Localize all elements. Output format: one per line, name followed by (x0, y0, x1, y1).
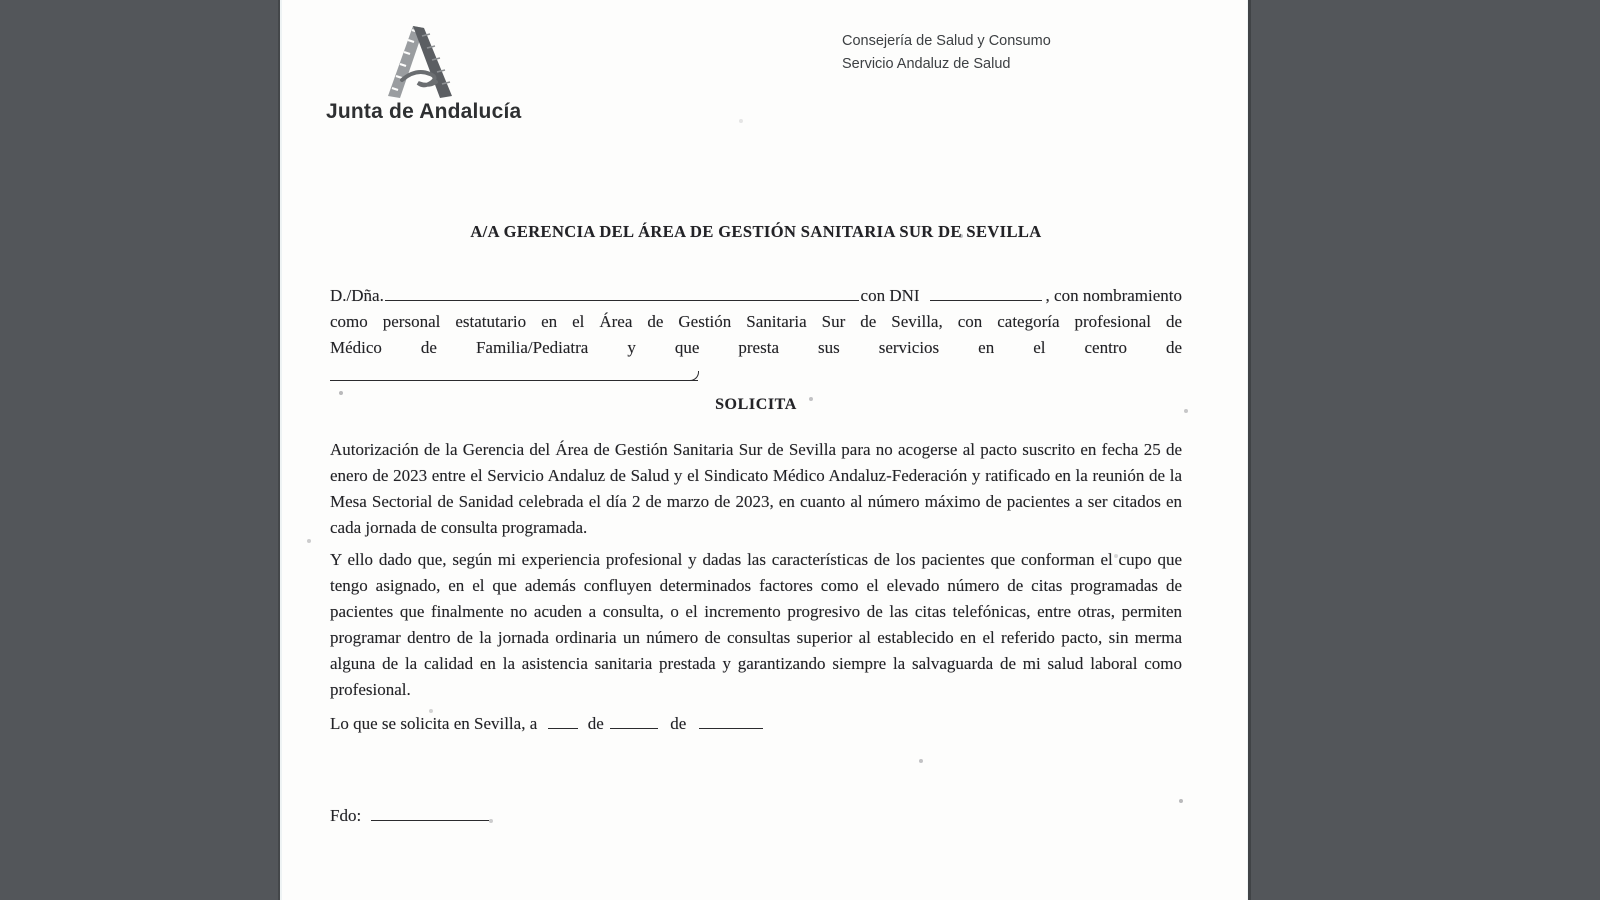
right-gray-margin (1248, 0, 1600, 900)
month-fill-blank (610, 711, 658, 729)
intro-line-centro-blank (330, 363, 1182, 389)
justification-paragraph: Y ello dado que, según mi experiencia profesional y dadas las características de los pacientes que conforman el cupo que tengo asignado, en el que además confluyen determinados factores como el elevado número de citas programadas de pacientes que finalmente no acuden a consulta, o el incremento progresivo de las citas telefónicas, entre otras, permiten programar dentro de la jornada ordinaria un número de consultas superior al establecido en el referido pacto, sin merma alguna de la calidad en la asistencia sanitaria prestada y garantizando siempre la salvaguarda de mi salud laboral como profesional. (330, 550, 1182, 699)
junta-de-andalucia-logo-icon (366, 18, 476, 102)
intro-line-3: Médico de Familia/Pediatra y que presta sus servicios en el centro de (330, 338, 1182, 357)
scan-noise (280, 0, 282, 2)
solicita-paragraph: Autorización de la Gerencia del Área de Gestión Sanitaria Sur de Sevilla para no acogerse al pacto suscrito en fecha 25 de enero de 2023 entre el Servicio Andaluz de Salud y el Sindicato Médico Andaluz-Federación y ratificado en la reunión de la Mesa Sectorial de Sanidad celebrada el día 2 de marzo de 2023, en cuanto al número máximo de pacientes a ser citados en cada jornada de consulta programada. (330, 440, 1182, 537)
signature-fill-blank (371, 803, 489, 821)
intro-line-2: como personal estatutario en el Área de Gestión Sanitaria Sur de Sevilla, con categoría profesional de (330, 312, 1182, 331)
day-fill-blank (548, 711, 578, 729)
department-line-1: Consejería de Salud y Consumo (842, 33, 1051, 49)
name-fill-blank (385, 283, 859, 301)
dni-fill-blank (930, 283, 1042, 301)
year-fill-blank (699, 711, 763, 729)
closing-de1: de (587, 714, 604, 733)
name-label: D./Dña. (330, 286, 384, 305)
signature-line (330, 803, 1182, 829)
department-header (842, 30, 1162, 76)
document-page (280, 0, 1248, 900)
centro-fill-blank (330, 363, 698, 381)
solicita-heading: SOLICITA (715, 396, 797, 413)
left-gray-margin (0, 0, 280, 900)
department-line-2: Servicio Andaluz de Salud (842, 56, 1011, 72)
document-title: A/A GERENCIA DEL ÁREA DE GESTIÓN SANITARIA SUR DE SEVILLA (470, 222, 1042, 241)
closing-de2: de (670, 714, 687, 733)
after-dni-text: , con nombramiento (1045, 286, 1182, 305)
closing-lead-text: Lo que se solicita en Sevilla, a (330, 714, 538, 733)
intro-line-name-dni (330, 283, 1182, 309)
intro-paragraph (330, 283, 1182, 389)
signature-label: Fdo: (330, 806, 362, 825)
brand-name: Junta de Andalucía (326, 100, 522, 123)
dni-label: con DNI (860, 286, 920, 305)
closing-date-line (330, 711, 1182, 737)
